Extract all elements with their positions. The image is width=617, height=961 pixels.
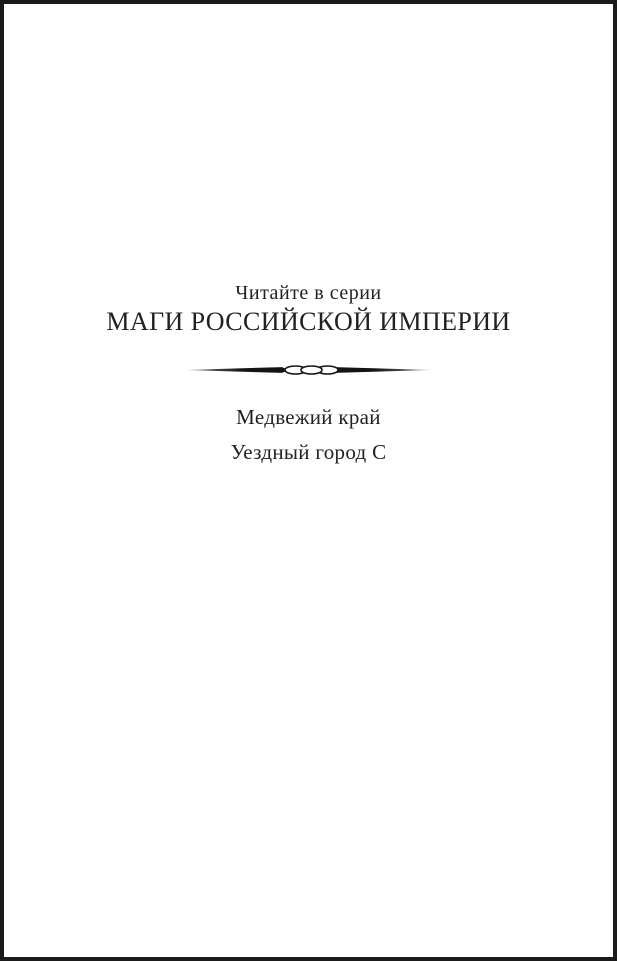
series-page-content (4, 4, 613, 465)
series-title: МАГИ РОССИЙСКОЙ ИМПЕРИИ (106, 307, 511, 336)
ornament-divider (4, 364, 613, 376)
book-list (4, 405, 613, 465)
book-title: Медвежий край (236, 404, 381, 429)
series-intro-text: Читайте в серии (235, 282, 382, 304)
braided-rule-icon (185, 364, 432, 376)
book-title: Уездный город С (230, 440, 387, 465)
